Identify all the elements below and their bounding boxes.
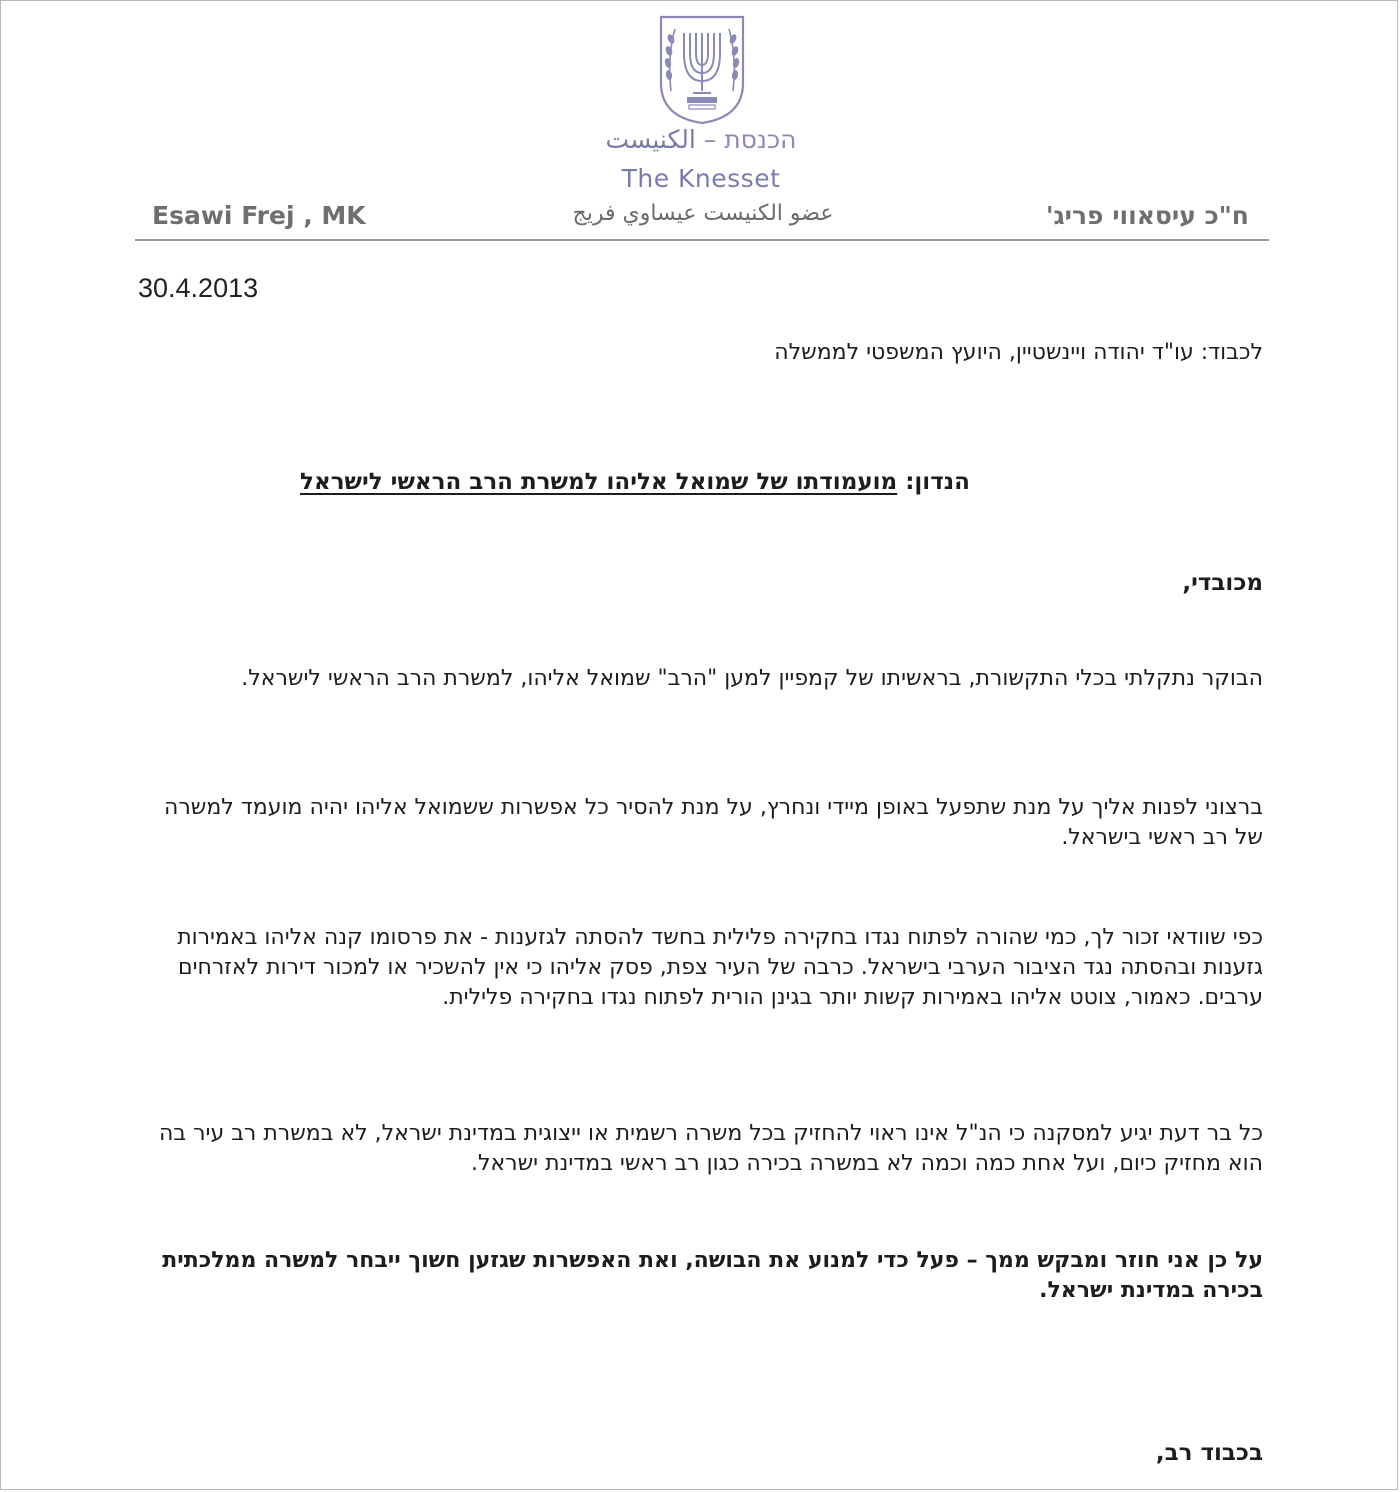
letter-addressee: לכבוד: עו"ד יהודה ויינשטיין, היועץ המשפטי לממשלה <box>774 340 1263 365</box>
letter-paragraph-4: כל בר דעת יגיע למסקנה כי הנ"ל אינו ראוי להחזיק בכל משרה רשמית או ייצוגית במדינת ישראל, לא במשרת רב עיר בה הוא מחזיק כיום, ועל אחת כמה וכמה לא במשרה בכירה כגון רב ראשי במדינת ישראל. <box>159 1121 1263 1176</box>
knesset-name-hebrew: הכנסת <box>724 125 797 154</box>
letter-subject <box>135 469 1135 495</box>
knesset-name-arabic: الكنيست <box>605 125 696 154</box>
header-divider <box>135 239 1269 241</box>
mk-name-hebrew: ח"כ עיסאווי פריג' <box>1045 201 1249 230</box>
mk-name-english: Esawi Frej , MK <box>152 201 366 230</box>
subject-label: הנדון: <box>905 469 970 495</box>
letter-paragraph-5: על כן אני חוזר ומבקש ממך – פעל כדי למנוע את הבושה, ואת האפשרות שגזען חשוך ייבחר למשרה ממלכתית בכירה במדינת ישראל. <box>162 1248 1263 1303</box>
knesset-name-dash: – <box>703 125 717 154</box>
knesset-emblem-icon <box>657 13 747 127</box>
knesset-name-english: The Knesset <box>621 164 781 193</box>
subject-text: מועמודתו של שמואל אליהו למשרת הרב הראשי לישראל <box>300 469 898 495</box>
letter-paragraph-2: ברצוני לפנות אליך על מנת שתפעל באופן מיידי ונחרץ, על מנת להסיר כל אפשרות ששמואל אליהו יהיה מועמד למשרה של רב ראשי בישראל. <box>163 795 1263 850</box>
knesset-name-hebrew-arabic <box>1 125 1400 154</box>
letter-salutation: מכובדי, <box>1182 570 1263 596</box>
mk-name-arabic: عضو الكنيست عيساوي فريج <box>572 201 834 226</box>
letter-paragraph-1: הבוקר נתקלתי בכלי התקשורת, בראשיתו של קמפיין למען "הרב" שמואל אליהו, למשרת הרב הראשי לישראל. <box>241 666 1263 691</box>
letter-paragraph-3: כפי שוודאי זכור לך, כמי שהורה לפתוח נגדו בחקירה פלילית בחשד להסתה לגזענות - את פרסומו קנה אליהו באמירות גזענות ובהסתה נגד הציבור הערבי בישראל. כרבה של העיר צפת, פסק אליהו כי אין להשכיר או למכור דירות לאזרחים ערבים. כאמור, צוטט אליהו באמירות קשות יותר בגינן הורית לפתוח נגדו בחקירה פלילית. <box>177 925 1263 1010</box>
letter-closing: בכבוד רב, <box>1155 1440 1263 1466</box>
letter-date: 30.4.2013 <box>138 273 259 303</box>
